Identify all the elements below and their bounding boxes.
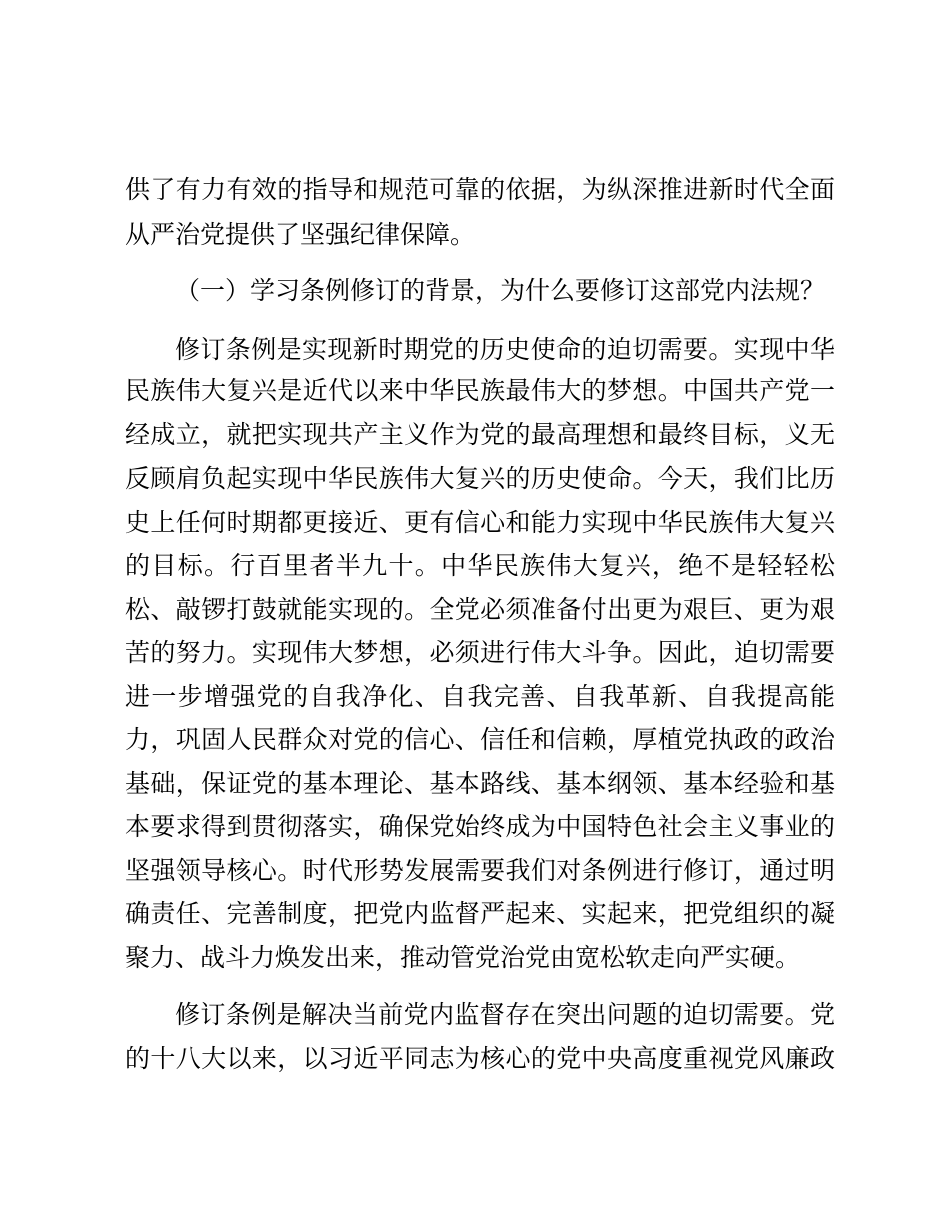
paragraph-1-line-1: 供了有力有效的指导和规范可靠的依据，为纵深推进新时代全面 xyxy=(125,175,835,204)
paragraph-1-line-2: 从严治党提供了坚强纪律保障。 xyxy=(125,220,476,249)
paragraph-2-line-11: 基础，保证党的基本理论、基本路线、基本纲领、基本经验和基 xyxy=(125,769,835,798)
paragraph-2-line-8: 苦的努力。实现伟大梦想，必须进行伟大斗争。因此，迫切需要 xyxy=(125,638,835,667)
paragraph-2-line-15: 聚力、战斗力焕发出来，推动管党治党由宽松软走向严实硬。 xyxy=(125,943,801,972)
section-heading: （一）学习条例修订的背景，为什么要修订这部党内法规？ xyxy=(175,276,826,305)
paragraph-2-line-10: 力，巩固人民群众对党的信心、信任和信赖，厚植党执政的政治 xyxy=(125,725,835,754)
paragraph-2-line-14: 确责任、完善制度，把党内监督严起来、实起来，把党组织的凝 xyxy=(125,899,835,928)
paragraph-2-line-12: 本要求得到贯彻落实，确保党始终成为中国特色社会主义事业的 xyxy=(125,812,835,841)
paragraph-2-line-4: 反顾肩负起实现中华民族伟大复兴的历史使命。今天，我们比历 xyxy=(125,464,835,493)
paragraph-2-line-1: 修订条例是实现新时期党的历史使命的迫切需要。实现中华 xyxy=(175,335,835,364)
paragraph-2-line-9: 进一步增强党的自我净化、自我完善、自我革新、自我提高能 xyxy=(125,682,835,711)
paragraph-2-line-2: 民族伟大复兴是近代以来中华民族最伟大的梦想。中国共产党一 xyxy=(125,376,835,405)
paragraph-2-line-6: 的目标。行百里者半九十。中华民族伟大复兴，绝不是轻轻松 xyxy=(125,551,835,580)
paragraph-2-line-5: 史上任何时期都更接近、更有信心和能力实现中华民族伟大复兴 xyxy=(125,508,835,537)
paragraph-2-line-7: 松、敲锣打鼓就能实现的。全党必须准备付出更为艰巨、更为艰 xyxy=(125,595,835,624)
paragraph-2-line-13: 坚强领导核心。时代形势发展需要我们对条例进行修订，通过明 xyxy=(125,856,835,885)
paragraph-2-line-3: 经成立，就把实现共产主义作为党的最高理想和最终目标，义无 xyxy=(125,420,835,449)
paragraph-3-line-2: 的十八大以来，以习近平同志为核心的党中央高度重视党风廉政 xyxy=(125,1044,835,1073)
paragraph-3-line-1: 修订条例是解决当前党内监督存在突出问题的迫切需要。党 xyxy=(175,1000,835,1029)
